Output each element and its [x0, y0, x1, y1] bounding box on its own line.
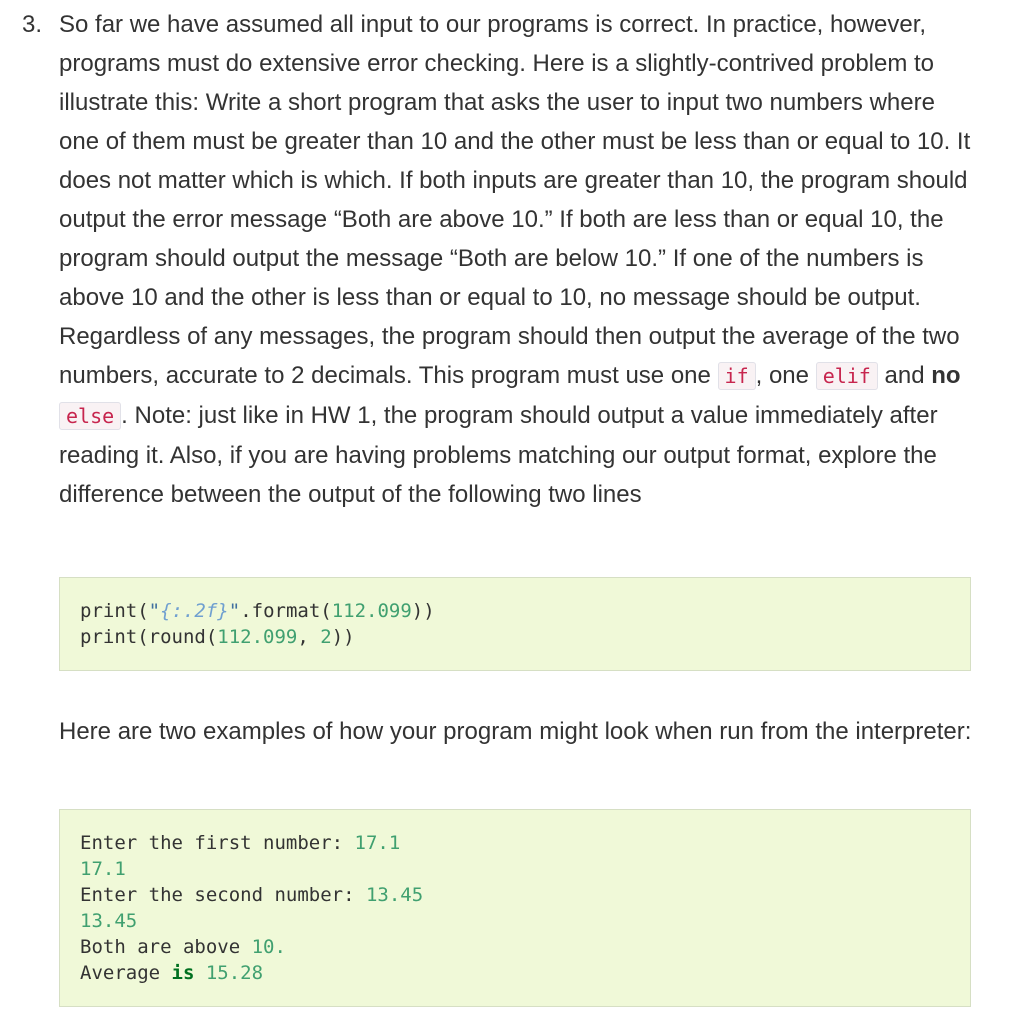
- question-number: 3.: [22, 11, 43, 38]
- bold-no: no: [931, 362, 961, 389]
- code-line-format: [80, 598, 950, 624]
- code-token: 112.099: [217, 626, 298, 648]
- inline-code-elif: elif: [816, 362, 878, 390]
- format-comparison-code: [59, 577, 971, 671]
- code-token: 10.: [251, 936, 286, 958]
- code-token: {:.2f}: [160, 600, 229, 622]
- code-line-prompt1: [80, 830, 950, 856]
- code-token: Average: [80, 962, 172, 984]
- code-token: 2: [320, 626, 332, 648]
- code-line-round: [80, 624, 950, 650]
- code-line-echo1: 17.1: [80, 858, 126, 880]
- code-token: Enter the first number:: [80, 832, 355, 854]
- code-token: Both are above: [80, 936, 252, 958]
- code-token: Enter the second number:: [80, 884, 366, 906]
- problem-text-d: . Note: just like in HW 1, the program should output a value immediately after reading it. Also, if you are having problems matching our output format, explore the difference between the output of the following two lines: [59, 402, 938, 508]
- code-token: ": [228, 600, 241, 622]
- problem-text-a: So far we have assumed all input to our programs is correct. In practice, however, programs must do extensive error checking. Here is a slightly-contrived problem to illustrate this: Write a short program that asks the user to input two numbers where one of them must be greater than 10 and the other must be less than or equal to 10. It does not matter which is which. If both inputs are greater than 10, the program should output the error message “Both are above 10.” If both are less than or equal 10, the program should output the message “Both are below 10.” If one of the numbers is above 10 and the other is less than or equal to 10, no message should be output. Regardless of any messages, the program should then output the average of the two numbers, accurate to 2 decimals. This program must use one: [59, 11, 971, 389]
- code-token: )): [411, 600, 435, 622]
- inline-code-else: else: [59, 402, 121, 430]
- code-line-echo2: 13.45: [80, 910, 138, 932]
- code-token: .format(: [240, 600, 332, 622]
- example-session-code: [59, 809, 971, 1007]
- code-token: print(: [80, 600, 149, 622]
- code-token: 15.28: [205, 962, 264, 984]
- code-token: ,: [297, 626, 321, 648]
- examples-intro: Here are two examples of how your program might look when run from the interpreter:: [59, 718, 972, 745]
- code-token: )): [331, 626, 355, 648]
- code-line-prompt2: [80, 882, 950, 908]
- code-token: print(round(: [80, 626, 218, 648]
- inline-code-if: if: [718, 362, 756, 390]
- problem-description: [59, 5, 979, 514]
- code-token: 112.099: [331, 600, 412, 622]
- code-line-average: [80, 960, 950, 986]
- code-token: is: [171, 962, 195, 984]
- problem-text-b: , one: [755, 362, 810, 389]
- code-token: 17.1: [354, 832, 401, 854]
- problem-text-c: and: [884, 362, 925, 389]
- code-token: ": [148, 600, 161, 622]
- code-line-message: [80, 934, 950, 960]
- code-token: 13.45: [365, 884, 424, 906]
